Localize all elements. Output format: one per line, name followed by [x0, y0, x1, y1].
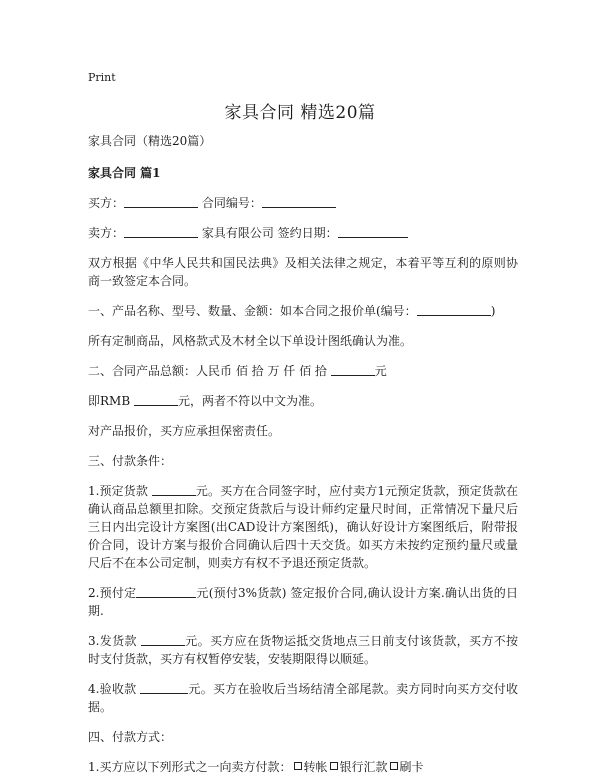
payment-3 [88, 632, 518, 668]
seller-label: 卖方： [88, 226, 125, 240]
payment-4-blank [140, 681, 188, 694]
bank-remit-label: 银行汇款 [339, 760, 388, 774]
payment-4-prefix: 4.验收款 [88, 682, 137, 696]
document-body [88, 128, 518, 776]
payment-method-prefix: 1.买方应以下列形式之一向卖方付款： [88, 760, 292, 774]
intro-paragraph: 双方根据《中华人民共和国民法典》及相关法律之规定，本着平等互利的原则协商一致签定本合同。 [88, 256, 518, 288]
buyer-label: 买方： [88, 196, 125, 210]
company-label: 家具有限公司 签约日期： [201, 226, 338, 240]
payment-2-prefix: 2.预付定 [88, 586, 137, 600]
custom-note: 所有定制商品，风格款式及木材全以下单设计图纸确认为准。 [88, 334, 413, 348]
item2-paragraph [88, 362, 518, 380]
payment-1-blank [152, 483, 196, 496]
print-label: Print [88, 71, 116, 84]
seller-blank [124, 225, 198, 238]
payment-2-text: 元(预付3%货款) 签定报价合同,确认设计方案.确认出货的日期. [88, 586, 518, 618]
buyer-line [88, 194, 518, 212]
payment-1-prefix: 1.预定货款 [88, 484, 148, 498]
item1-text: 一、产品名称、型号、数量、金额：如本合同之报价单(编号： [88, 304, 417, 318]
item2-text: 二、合同产品总额：人民币 佰 拾 万 仟 佰 拾 [88, 364, 327, 378]
document-subtitle: 家具合同（精选20篇） [88, 134, 212, 148]
payment-4 [88, 680, 518, 716]
rmb-prefix: 即RMB [88, 394, 131, 408]
item3-heading: 三、付款条件： [88, 454, 173, 468]
seller-line [88, 224, 518, 242]
item4-heading: 四、付款方式： [88, 730, 173, 744]
payment-4-text: 元。买方在验收后当场结清全部尾款。卖方同时向买方交付收据。 [88, 682, 518, 714]
payment-1-text: 元。买方在合同签字时，应付卖方1元预定货款，预定货款在确认商品总额里扣除。交预定货款后与设计师约定量尺时间，正常情况下量尺后三日内出完设计方案图(出CAD设计方案图纸)，确认好设计方案图纸后，附带报价合同，设计方案与报价合同确认后四十天交货。如买方未按约定预约量尺或量尺后不在本公司定制，则卖方有权不予退还预定货款。 [88, 484, 518, 570]
rmb-suffix: 元，两者不符以中文为准。 [177, 394, 322, 408]
payment-2 [88, 584, 518, 620]
payment-method-1 [88, 758, 518, 776]
card-checkbox [390, 762, 398, 770]
total-amount-blank [331, 363, 375, 376]
item1-paragraph [88, 302, 518, 320]
contract-no-blank [262, 195, 336, 208]
card-label: 刷卡 [399, 760, 424, 774]
page-title: 家具合同 精选20篇 [224, 103, 376, 123]
buyer-blank [124, 195, 198, 208]
payment-3-blank [141, 633, 185, 646]
item2-unit: 元 [374, 364, 387, 378]
rmb-blank [134, 393, 178, 406]
quote-no-blank [417, 303, 491, 316]
payment-2-blank [136, 585, 196, 598]
bank-remit-checkbox [330, 762, 338, 770]
payment-1 [88, 482, 518, 572]
item1-close: ) [490, 304, 496, 318]
payment-3-prefix: 3.发货款 [88, 634, 137, 648]
contract-no-label: 合同编号： [201, 196, 262, 210]
section-heading: 家具合同 篇1 [88, 166, 161, 180]
transfer-label: 转帐 [303, 760, 328, 774]
transfer-checkbox [294, 762, 302, 770]
rmb-line [88, 392, 518, 410]
sign-date-blank [338, 225, 408, 238]
confidential-note: 对产品报价，买方应承担保密责任。 [88, 424, 281, 438]
payment-3-text: 元。买方应在货物运抵交货地点三日前支付该货款，买方不按时支付货款，买方有权暂停安装，安装期限得以顺延。 [88, 634, 518, 666]
